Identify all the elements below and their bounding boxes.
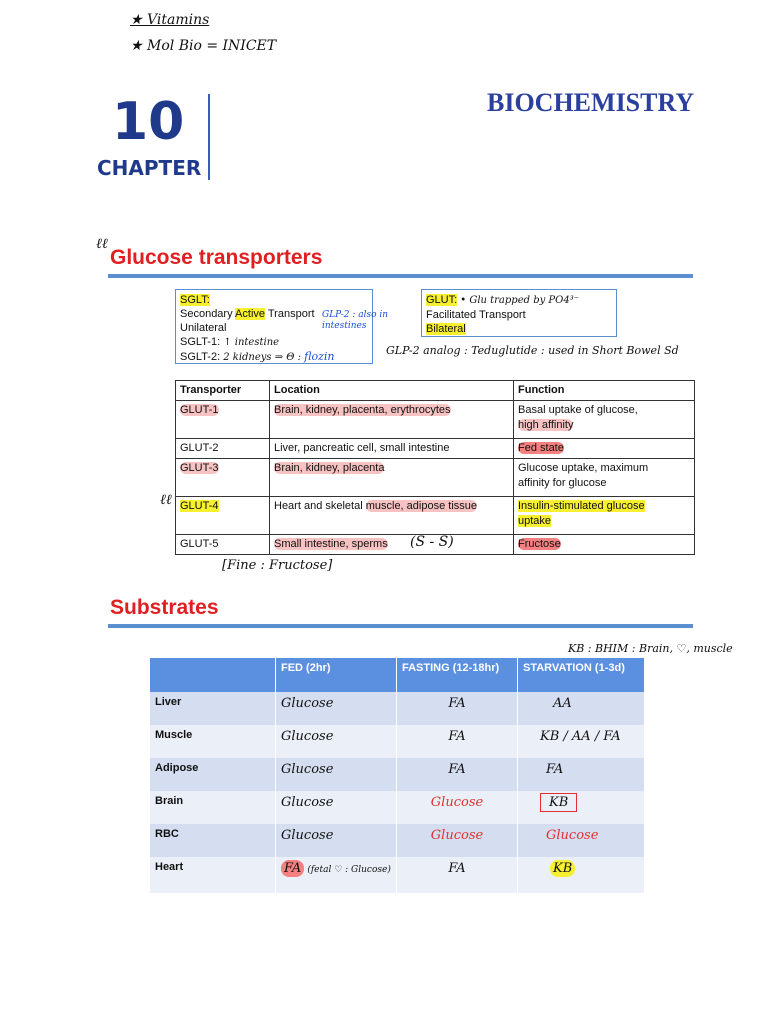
glut-line1: Facilitated Transport (426, 309, 526, 321)
chapter-divider (208, 94, 210, 180)
substrate-table (150, 658, 645, 893)
leaf-mark-icon: ℓℓ (96, 236, 108, 252)
table-row: Brain Glucose Glucose KB (150, 791, 645, 824)
sglt-title: SGLT: (180, 294, 210, 306)
glut-title: GLUT: (426, 294, 458, 306)
table-row: GLUT-3 Brain, kidney, placenta Glucose uptake, maximum affinity for glucose (176, 459, 695, 497)
chapter-number: 10 (112, 92, 185, 152)
table-row: Muscle Glucose FA KB / AA / FA (150, 725, 645, 758)
section-title-substrates: Substrates (110, 596, 219, 619)
table-row: GLUT-4 Heart and skeletal muscle, adipose tissue Insulin-stimulated glucose uptake (176, 497, 695, 535)
leaf-mark-glut4-icon: ℓℓ (160, 492, 172, 508)
section-title-glucose-transporters: Glucose transporters (110, 246, 323, 269)
note-mol-bio: ★ Mol Bio = INICET (130, 38, 277, 54)
sglt-line1: Secondary Active Transport (180, 308, 315, 320)
sglt-line2: Unilateral (180, 322, 227, 334)
glp2-analog-note: GLP-2 analog : Teduglutide : used in Short Bowel Sd (386, 344, 679, 357)
glp2-note: GLP-2 : also in intestines (322, 310, 389, 331)
subject-title: BIOCHEMISTRY (487, 88, 695, 117)
table-header-row: FED (2hr) FASTING (12-18hr) STARVATION (1-3d) (150, 658, 645, 692)
table-header-row: Transporter Location Function (176, 381, 695, 401)
table-row: GLUT-5 Small intestine, sperms Fructose (176, 535, 695, 555)
table-row: GLUT-1 Brain, kidney, placenta, erythrocytes Basal uptake of glucose, high affinity (176, 401, 695, 439)
chapter-label: CHAPTER (97, 156, 202, 180)
table-row: Heart FA (fetal ♡ : Glucose) FA KB (150, 857, 645, 893)
sglt-line4: SGLT-2: 2 kidneys ⇒ Θ : flozin (180, 350, 335, 363)
table-row: GLUT-2 Liver, pancreatic cell, small intestine Fed state (176, 439, 695, 459)
fine-fructose-note: [Fine : Fructose] (222, 558, 333, 573)
section-rule (108, 624, 693, 628)
table-row: Adipose Glucose FA FA (150, 758, 645, 791)
glut-box: GLUT: • Glu trapped by PO4³⁻ Facilitated Transport Bilateral (421, 289, 617, 337)
glut-line2: Bilateral (426, 323, 466, 335)
transporter-table (175, 380, 695, 555)
kb-note: KB : BHIM : Brain, ♡, muscle (568, 642, 733, 655)
ss-note: (S - S) (410, 534, 454, 550)
table-row: RBC Glucose Glucose Glucose (150, 824, 645, 857)
sglt-line3: SGLT-1: ↑ intestine (180, 336, 280, 348)
note-vitamins: ★ Vitamins (130, 12, 210, 28)
section-rule (108, 274, 693, 278)
table-row: Liver Glucose FA AA (150, 692, 645, 725)
